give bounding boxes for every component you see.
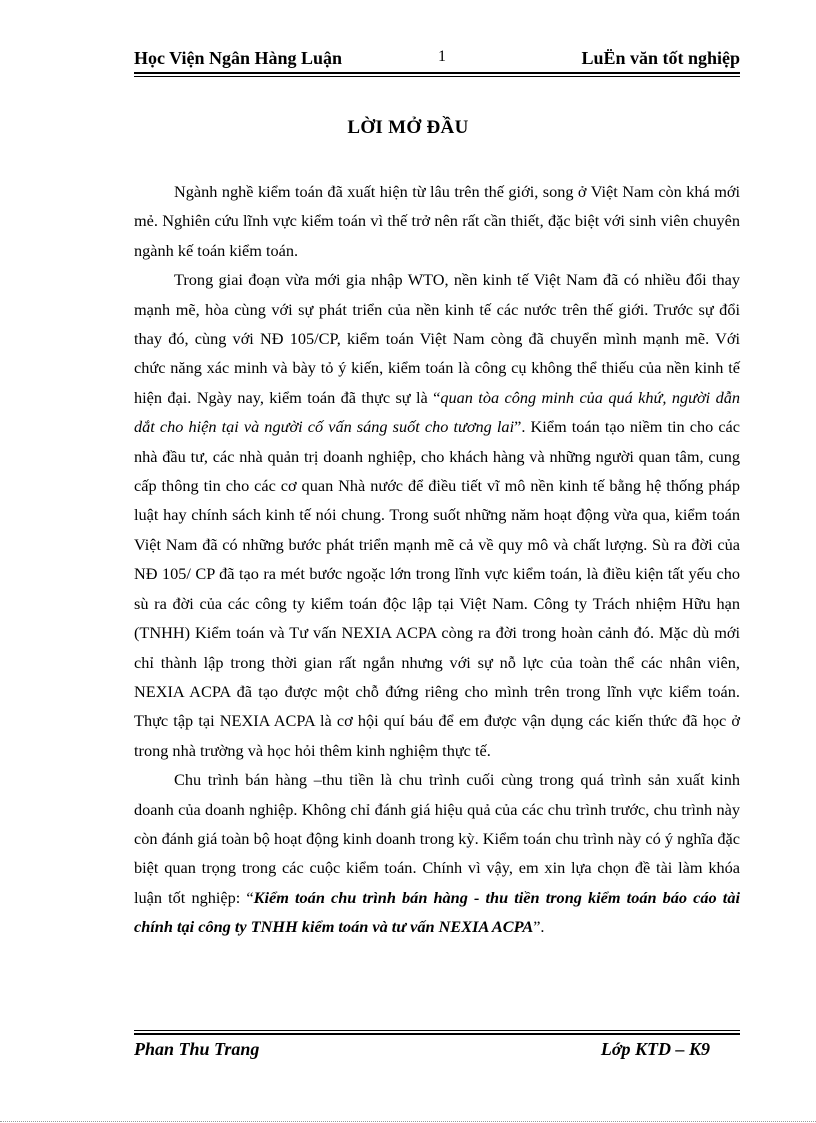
footer-class: Lớp KTD – K9 <box>600 1039 710 1059</box>
footer-author: Phan Thu Trang <box>134 1039 260 1059</box>
thesis-title: Kiểm toán chu trình bán hàng - thu tiền trong kiểm toán báo cáo tài chính tại công ty TNHH kiểm toán và tư vấn NEXIA ACPA <box>134 887 740 937</box>
paragraph-2-text-b: ”. Kiểm toán tạo niềm tin cho các nhà đầu tư, các nhà quản trị doanh nghiệp, cho khách hàng và những người quan tâm, cung cấp thông tin cho các cơ quan Nhà nước để điều tiết vĩ mô nền kinh tế bằng hệ thống pháp luật hay chính sách kinh tế nói chung. Trong suốt những năm hoạt động vừa qua, kiểm toán Việt Nam đã có những bước phát triển mạnh mẽ cả về quy mô và chất lượng. Sù ra đời của NĐ 105/ CP đã tạo ra mét bước ngoặc lớn trong lĩnh vực kiểm toán, là điều kiện tất yếu cho sù ra đời của các công ty kiểm toán độc lập tại Việt Nam. Công ty Trách nhiệm Hữu hạn (TNHH) Kiểm toán và Tư vấn NEXIA ACPA còng ra đời trong hoàn cảnh đó. Mặc dù mới chỉ thành lập trong thời gian rất ngắn nhưng với sự nỗ lực của toàn thể các nhân viên, NEXIA ACPA đã tạo được một chỗ đứng riêng cho mình trên trong lĩnh vực kiểm toán. Thực tập tại NEXIA ACPA là cơ hội quí báu để em được vận dụng các kiến thức đã học ở trong nhà trường và học hỏi thêm kinh nghiệm thực tế. <box>134 417 741 760</box>
header-rule-thick <box>134 72 740 74</box>
header-left-text: Học Viện Ngân Hàng Luận <box>134 48 343 68</box>
header-rule-thin <box>134 76 740 77</box>
page-footer <box>134 1039 740 1061</box>
header-right-text: LuËn văn tốt nghiệp <box>581 48 740 68</box>
paragraph-2-quote: quan tòa công minh của quá khứ, người dẫn dắt cho hiện tại và người cố vấn sáng suốt cho tương lai <box>134 387 740 437</box>
paragraph-3 <box>134 765 740 941</box>
paragraph-1: Ngành nghề kiểm toán đã xuất hiện từ lâu trên thế giới, song ở Việt Nam còn khá mới mẻ. Nghiên cứu lĩnh vực kiểm toán vì thế trở nên rất cần thiết, đặc biệt với sinh viên chuyên ngành kế toán kiểm toán. <box>134 182 740 260</box>
page-number: 1 <box>438 48 446 65</box>
paragraph-3-text-b: ”. <box>533 917 545 937</box>
page-title: LỜI MỞ ĐẦU <box>347 117 469 138</box>
footer-rule-thick <box>134 1033 740 1035</box>
page-break-line <box>0 1121 816 1122</box>
page-header <box>134 48 740 70</box>
body-text <box>134 177 740 942</box>
paragraph-3-text-a: Chu trình bán hàng –thu tiền là chu trình cuối cùng trong quá trình sản xuất kinh doanh của doanh nghiệp. Không chỉ đánh giá hiệu quả của các chu trình trước, chu trình này còn đánh giá toàn bộ hoạt động kinh doanh trong kỳ. Kiểm toán chu trình này có ý nghĩa đặc biệt quan trọng trong các cuộc kiểm toán. Chính vì vậy, em xin lựa chọn đề tài làm khóa luận tốt nghiệp: “ <box>134 770 740 907</box>
paragraph-2-text-a: Trong giai đoạn vừa mới gia nhập WTO, nền kinh tế Việt Nam đã có nhiều đổi thay mạnh mẽ, hòa cùng với sự phát triển của nền kinh tế các nước trên thế giới. Trước sự đổi thay đó, cùng với NĐ 105/CP, kiểm toán Việt Nam còng đã chuyển mình mạnh mẽ. Với chức năng xác minh và bày tỏ ý kiến, kiểm toán là công cụ không thể thiếu của nền kinh tế hiện đại. Ngày nay, kiểm toán đã thực sự là “ <box>134 270 740 407</box>
footer-rule-thin <box>134 1030 740 1031</box>
paragraph-2 <box>134 265 740 765</box>
